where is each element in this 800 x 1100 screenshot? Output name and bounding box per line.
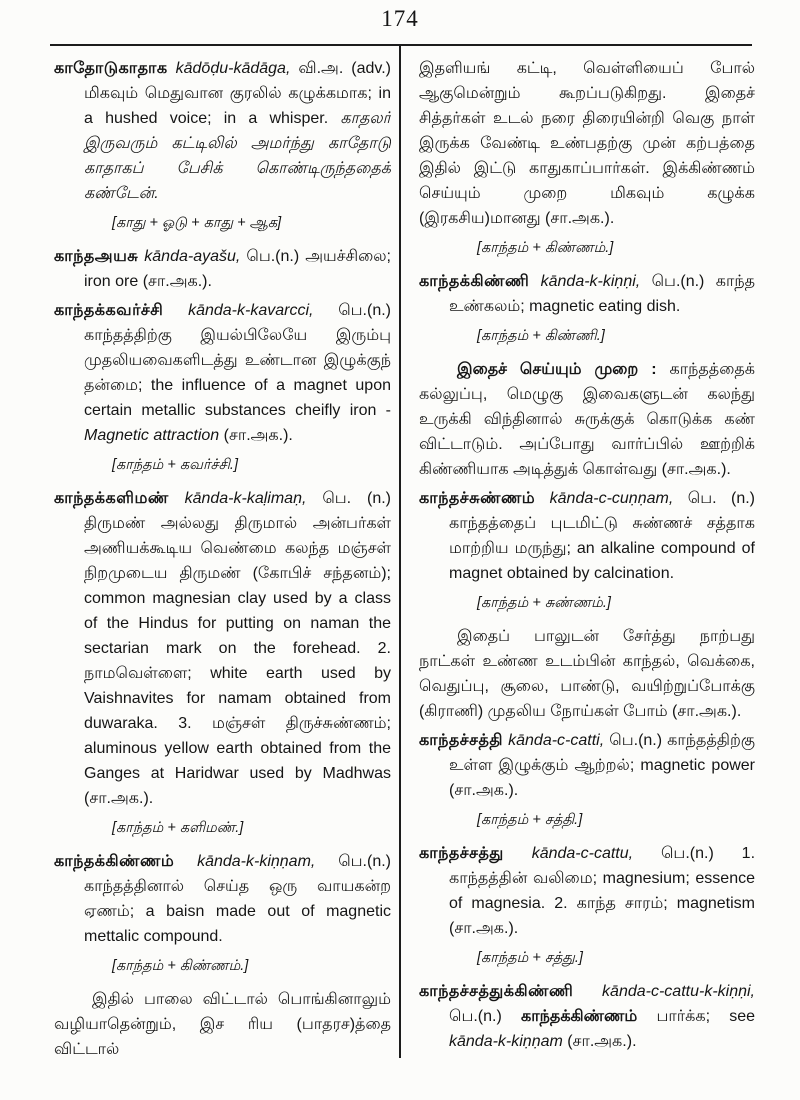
entry-headword: காந்தக்களிமண் (54, 490, 169, 507)
entry-kanda-c-cattu-k-kinni (419, 979, 755, 1054)
entry-etymology: [காது + ஓடு + காது + ஆக] (112, 215, 282, 231)
note-lead-in: இதைச் செய்யும் முறை : (457, 361, 657, 378)
entry-kanda-ayasu (54, 244, 391, 294)
entry-kanda-k-kaliman (54, 486, 391, 811)
entry-definition: காந்த உண்கலம்; magnetic eating dish. (449, 273, 755, 315)
cross-reference-bold: காந்தக்கிண்ணம் (521, 1008, 638, 1025)
entry-kanda-k-kinni (419, 269, 755, 319)
entry-kanda-k-kinnam (54, 849, 391, 949)
entry-etymology: [காந்தம் + கிண்ணம்.] (477, 240, 614, 256)
entry-definition: காந்தத்திற்கு இயல்பிலேயே இரும்பு முதலியவைகளிடத்து உண்டான இழுக்குந் தன்மை; the influence of a magnet upon certain metallic substances cheifly iron - (84, 327, 391, 419)
entry-usage-note (419, 357, 755, 482)
entry-transliteration: kānda-c-cuṇṇam, (549, 490, 674, 507)
entry-transliteration: kānda-k-kiṇṇam, (197, 853, 316, 870)
entry-transliteration: kānda-k-kiṇṇi, (540, 273, 641, 290)
entry-headword: காந்தக்கிண்ணி (419, 273, 530, 290)
entry-etymology: [காந்தம் + சுண்ணம்.] (477, 595, 611, 611)
entry-definition: பார்க்க; see (656, 1008, 755, 1025)
entry-kanda-c-cattu (419, 841, 755, 941)
entry-headword: காந்தக்கிண்ணம் (54, 853, 175, 870)
left-column (54, 56, 391, 1086)
entry-usage-note: இதில் பாலை விட்டால் பொங்கினாலும் வழியாதென்றும், இச ரிய (பாதரச)த்தை விட்டால் (54, 991, 391, 1058)
note-body: காந்தத்தைக் கல்லுப்பு, மெழுகு இவைகளுடன் கலந்து உருக்கி விந்தினால் சுருக்குக் கொடுக்க கண் விட்டாடும். அப்போது வார்ப்பில் ஊற்றிக் கிண்ணியாக அடித்துக் கொள்வது (சா.அக.). (419, 361, 755, 478)
entry-transliteration: kānda-c-cattu-k-kiṇṇi, (602, 983, 755, 1000)
entry-kanda-c-catti (419, 728, 755, 803)
entry-etymology: [காந்தம் + களிமண்.] (112, 820, 244, 836)
right-column (419, 56, 755, 1086)
entry-definition: காந்தத்திற்கு உள்ள இழுக்கும் ஆற்றல்; magnetic power (சா.அக.). (449, 732, 755, 799)
entry-headword: காந்தச்சத்து (419, 845, 504, 862)
entry-transliteration: kādōḍu-kādāga, (175, 60, 291, 77)
entry-headword: காந்தக்கவர்ச்சி (54, 302, 164, 319)
entry-headword: காந்தச்சுண்ணம் (419, 490, 536, 507)
entry-pos-tag: பெ. (n.) (322, 490, 391, 507)
entry-pos-tag: வி.அ. (298, 60, 344, 77)
entry-headword: காந்தச்சத்துக்கிண்ணி (419, 983, 574, 1000)
entry-transliteration: kānda-c-cattu, (531, 845, 634, 862)
entry-kanda-k-kavarcci (54, 298, 391, 448)
entry-etymology: [காந்தம் + சத்தி.] (477, 812, 583, 828)
page-number: 174 (381, 6, 419, 31)
entry-usage-note: இதைப் பாலுடன் சேர்த்து நாற்பது நாட்கள் உண்ண உடம்பின் காந்தல், வெக்கை, வெதுப்பு, சூலை, பாண்டு, வயிற்றுப்போக்கு (கிராணி) முதலிய நோய்கள் போம் (சா.அக.). (419, 628, 755, 720)
entry-etymology: [காந்தம் + கவர்ச்சி.] (112, 457, 238, 473)
entry-source: (சா.அக.). (567, 1033, 637, 1050)
entry-definition: திருமண் அல்லது திருமால் அன்பர்கள் அணியக்கூடிய வெண்மை கலந்த மஞ்சள் நிறமுடைய திருமண் (கோபிச் சந்தனம்); common magnesian clay used by a class of the Hindus for putting on naman the sectarian mark on the forehead. 2. நாமவெள்ளை; white earth used by Vaishnavites for namam obtained from duwaraka. 3. மஞ்சள் திருச்சுண்ணம்; aluminous yellow earth obtained from the Ganges at Haridwar used by Madhwas (சா.அக.). (84, 515, 391, 807)
entry-headword: காந்தச்சத்தி (419, 732, 504, 749)
entry-pos-tag: பெ.(n.) (660, 845, 714, 862)
entry-pos-tag: பெ.(n.) (246, 248, 300, 265)
entry-transliteration: kānda-k-kaḷimaṇ, (184, 490, 307, 507)
entry-definition-italic: Magnetic attraction (84, 427, 220, 444)
entry-etymology: [காந்தம் + கிண்ணம்.] (112, 958, 249, 974)
entry-transliteration: kānda-ayašu, (144, 248, 241, 265)
entry-definition: காந்தத்தைப் புடமிட்டு சுண்ணச் சத்தாக மாற்றிய மருந்து; an alkaline compound of magnet obtained by calcination. (449, 515, 755, 582)
column-divider (399, 46, 401, 1058)
header-rule (50, 44, 752, 46)
entry-source: (சா.அக.). (223, 427, 293, 444)
entry-continuation: இதளியங் கட்டி, வெள்ளியைப் போல் ஆகுமென்றும் கூறப்படுகிறது. இதைச் சித்தர்கள் உடல் நரை திரையின்றி வெகு நாள் இருக்க வேண்டி உண்பதற்கு முன் கற்பத்தை இதில் இட்டு காதுகாப்பார்கள். இக்கிண்ணம் செய்யும் முறை மிகவும் கழுக்க (இரகசிய)மானது (சா.அக.). (419, 60, 755, 227)
entry-definition: அயச்சிலை; iron ore (சா.அக.). (84, 248, 391, 290)
entry-transliteration: kānda-k-kavarcci, (188, 302, 314, 319)
entry-pos-tag: பெ. (n.) (687, 490, 755, 507)
entry-etymology: [காந்தம் + கிண்ணி.] (477, 328, 605, 344)
entry-pos-tag: பெ.(n.) (449, 1008, 502, 1025)
cross-reference-italic: kānda-k-kiṇṇam (449, 1033, 563, 1050)
entry-pos-tag: பெ.(n.) (651, 273, 705, 290)
entry-pos-tag: பெ.(n.) (338, 302, 391, 319)
entry-pos-tag: பெ.(n.) (609, 732, 663, 749)
entry-definition: 1. காந்தத்தின் வலிமை; magnesium; essence of magnesia. 2. காந்த சாரம்; magnetism (சா.அக.). (449, 845, 755, 937)
entry-example: காதலர் இருவரும் கட்டிலில் அமர்ந்து காதோடு காதாகப் பேசிக் கொண்டிருந்ததைக் கண்டேன். (84, 110, 391, 202)
entry-kanda-c-cunnam (419, 486, 755, 586)
entry-transliteration: kānda-c-catti, (508, 732, 605, 749)
entry-kadodu-kadaga (54, 56, 391, 206)
entry-pos-tag: பெ.(n.) (338, 853, 391, 870)
entry-definition: (adv.) மிகவும் மெதுவான குரலில் கழுக்கமாக; in a hushed voice; in a whisper. (84, 60, 391, 127)
entry-definition: காந்தத்தினால் செய்த ஒரு வாயகன்ற ஏணம்; a baisn made out of magnetic mettalic compound. (84, 878, 391, 945)
entry-headword: காந்தஅயசு (54, 248, 139, 265)
entry-headword: காதோடுகாதாக (54, 60, 168, 77)
entry-etymology: [காந்தம் + சத்து.] (477, 950, 583, 966)
